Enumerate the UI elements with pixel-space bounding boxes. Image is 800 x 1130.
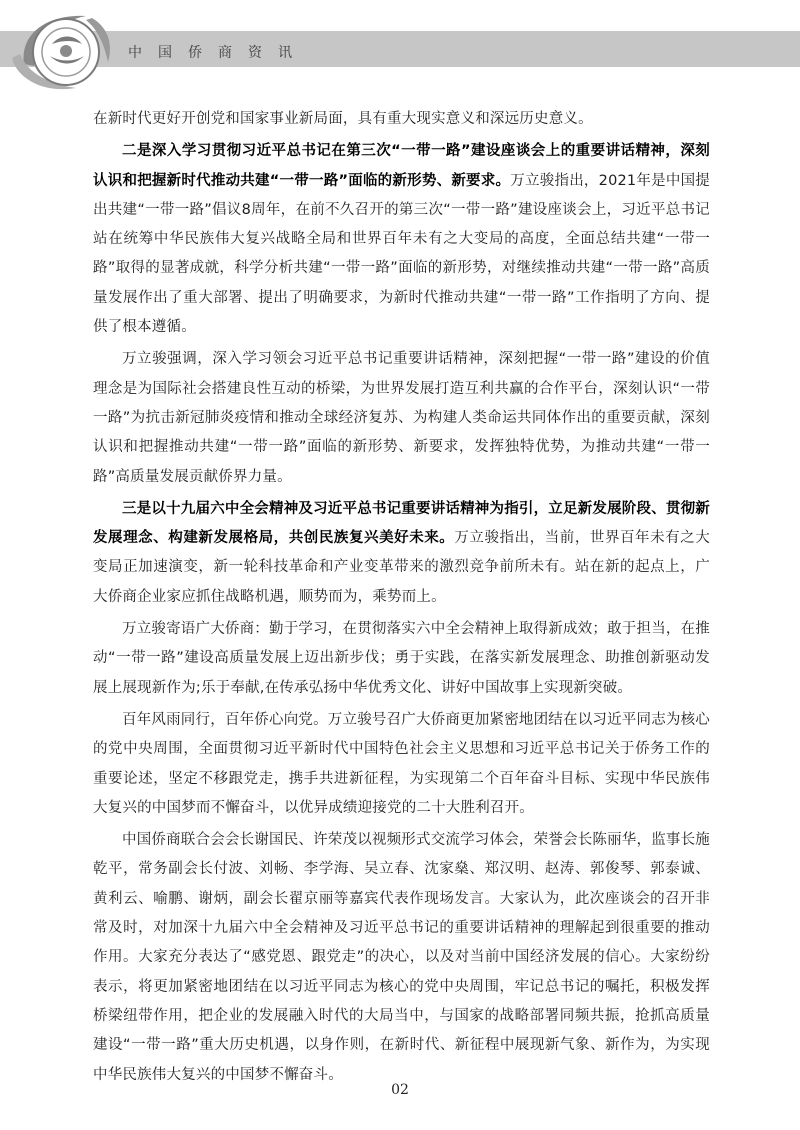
article-body: [93, 105, 710, 1093]
paragraph: 百年风雨同行，百年侨心向党。万立骏号召广大侨商更加紧密地团结在以习近平同志为核心的党中央周围，全面贯彻习近平新时代中国特色社会主义思想和习近平总书记关于侨务工作的重要论述，坚定不移跟党走，携手共进新征程，为实现第二个百年奋斗目标、实现中华民族伟大复兴的中国梦而不懈奋斗，以优异成绩迎接党的二十大胜利召开。: [93, 711, 710, 816]
header-band: [0, 31, 800, 67]
paragraph: 万立骏寄语广大侨商：勤于学习，在贯彻落实六中全会精神上取得新成效；敢于担当，在推动“一带一路”建设高质量发展上迈出新步伐；勇于实践，在落实新发展理念、助推创新驱动发展上展现新作为;乐于奉献,在传承弘扬中华优秀文化、讲好中国故事上实现新突破。: [93, 621, 710, 696]
paragraph: 在新时代更好开创党和国家事业新局面，具有重大现实意义和深远历史意义。: [93, 111, 593, 127]
paragraph: 万立骏强调，深入学习领会习近平总书记重要讲话精神，深刻把握“一带一路”建设的价值理念是为国际社会搭建良性互动的桥梁，为世界发展打造互利共赢的合作平台，深刻认识“一带一路”为抗击新冠肺炎疫情和推动全球经济复苏、为构建人类命运共同体作出的重要贡献，深刻认识和把握推动共建“一带一路”面临的新形势、新要求，发挥独特优势，为推动共建“一带一路”高质量发展贡献侨界力量。: [93, 351, 710, 485]
organization-logo-icon: [6, 4, 118, 96]
header-title: 中国侨商资讯: [128, 45, 308, 61]
page-number: 02: [391, 1082, 409, 1098]
paragraph: 二是深入学习贯彻习近平总书记在第三次“一带一路”建设座谈会上的重要讲话精神，深刻认识和把握新时代推动共建“一带一路”面临的新形势、新要求。万立骏指出，2021年是中国提出共建“一带一路”倡议8周年，在前不久召开的第三次“一带一路”建设座谈会上，习近平总书记站在统筹中华民族伟大复兴战略全局和世界百年未有之大变局的高度，全面总结共建“一带一路”取得的显著成就，科学分析共建“一带一路”面临的新形势，对继续推动共建“一带一路”高质量发展作出了重大部署、提出了明确要求，为新时代推动共建“一带一路”工作指明了方向、提供了根本遵循。: [93, 143, 711, 336]
paragraph: 中国侨商联合会会长谢国民、许荣茂以视频形式交流学习体会，荣誉会长陈丽华，监事长施乾平，常务副会长付波、刘畅、李学海、吴立春、沈家燊、郑汉明、赵涛、郭俊琴、郭泰诚、黄利云、喻鹏、谢炳，副会长翟京丽等嘉宾代表作现场发言。大家认为，此次座谈会的召开非常及时，对加深十九届六中全会精神及习近平总书记的重要讲话精神的理解起到很重要的推动作用。大家充分表达了“感党恩、跟党走”的决心，以及对当前中国经济发展的信心。大家纷纷表示，将更加紧密地团结在以习近平同志为核心的党中央周围，牢记总书记的嘱托，积极发挥桥梁纽带作用，把企业的发展融入时代的大局当中，与国家的战略部署同频共振，抢抓高质量建设“一带一路”重大历史机遇，以身作则，在新时代、新征程中展现新气象、新作为，为实现中华民族伟大复兴的中国梦不懈奋斗。: [93, 832, 710, 1083]
paragraph: 三是以十九届六中全会精神及习近平总书记重要讲话精神为指引，立足新发展阶段、贯彻新发展理念、构建新发展格局，共创民族复兴美好未来。万立骏指出，当前，世界百年未有之大变局正加速演变，新一轮科技革命和产业变革带来的激烈竞争前所未有。站在新的起点上，广大侨商企业家应抓住战略机遇，顺势而为，乘势而上。: [93, 500, 710, 605]
